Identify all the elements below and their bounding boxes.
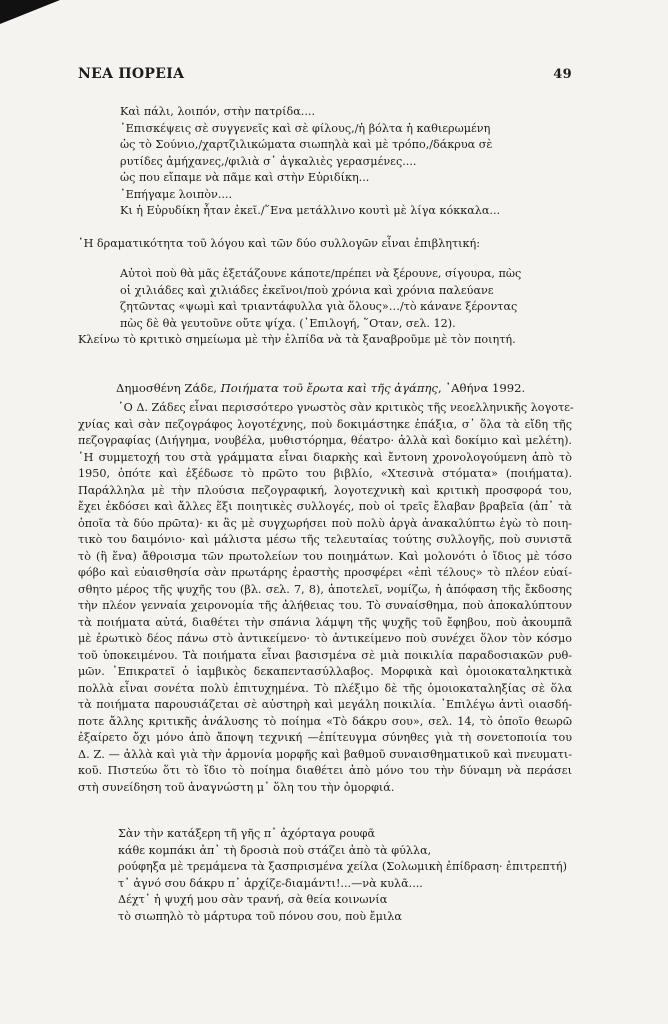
review-line: τοῦ ὑποκειμένου. Τὰ ποιήματα εἶναι βασισμένα σὲ μιὰ ποικιλία παραδοσιακῶν ρυθ- [78,648,572,662]
book-reference [116,380,525,397]
review-line: ῾Η συμμετοχή του στὰ γράμματα εἶναι διαρκὴς καὶ ἔντονη χρονολογούμενη ἀπὸ τὸ [78,450,572,464]
review-line: κοῦ. Πιστεύω ὅτι τὸ ἴδιο τὸ ποίημα διαθέτει ἀπὸ μόνο του τὴν δύναμη νὰ περάσει [78,764,572,777]
poem-line: Σὰν τὴν κατάξερη τῆ γῆς π᾽ ἀχόρταγα ρουφᾶ [118,827,376,840]
journal-title: ΝΕΑ ΠΟΡΕΙΑ [78,66,185,82]
book-place-year: , ᾿Αθήνα 1992. [437,381,526,395]
review-line: πολλὰ εἶναι σονέτα πολὺ ἐπιτυχημένα. Τὸ πλέξιμο δὲ τῆς ὁμοιοκαταληξίας σὲ ὅλα [78,681,572,695]
paragraph-closing [78,332,516,349]
paragraph-text: Κλείνω τὸ κριτικὸ σημείωμα μὲ τὴν ἐλπίδα νὰ τὰ ξαναβροῦμε μὲ τὸν ποιητή. [78,333,516,346]
review-line: φόβο καὶ εὐαισθησία σὰν πρωτάρης ἐραστὴς προσφέρει «ἐπὶ τέλους» τὸ πλέον εὐαί- [78,566,572,579]
review-line: ποτε ἄλλης κριτικῆς ἀνάλυσης τὸ ποίημα «Τὸ δάκρυ σου», σελ. 14, τὸ ὁποῖο θεωρῶ [78,714,572,728]
review-line: ὁποῖα τὰ δύο πρῶτα)· κι ἂς μὲ συγχωρήσει ποὺ πολὺ ἀργὰ ἀνακαλύπτω ἐγὼ τὸ ποιη- [78,516,572,530]
poem-line: κάθε κομπάκι ἀπ᾽ τὴ δροσιὰ ποὺ στάζει ἀπὸ τὰ φύλλα, [118,843,432,857]
review-line: τὴν πλέον γενναία χειρονομία τῆς ἀλήθειας του. Τὸ συναίσθημα, ποὺ ἀποκαλύπτουν [78,599,572,612]
poem-line: ᾿Επισκέψεις σὲ συγγενεῖς καὶ σὲ φίλους,/ἡ βόλτα ἡ καθιερωμένη [120,121,491,135]
page-number: 49 [553,67,572,82]
review-line: Δ. Ζ. — ἀλλὰ καὶ γιὰ τὴν ἁρμονία μορφῆς καὶ βαθμοῦ συναισθηματικοῦ καὶ πνευματι- [78,747,572,761]
review-line: τικὸ του δαιμόνιο· καὶ μάλιστα μέσω τῆς τελευταίας τούτης συλλογῆς, ποὺ συνιστᾶ [78,533,572,546]
review-line: μῶν. ᾿Επικρατεῖ ὁ ἰαμβικὸς δεκαπεντασύλλαβος. Μορφικὰ καὶ ὁμοιοκαταληκτικὰ [78,665,572,678]
review-line: μὲ ἐρωτικὸ δέος πάνω στὸ ἀντικείμενο· τὸ ἀντικείμενο ποὺ συνέχει ὅλον τὸν κόσμο [78,632,572,645]
review-line: σθητο μέρος τῆς ψυχῆς του (βλ. σελ. 7, 8), ἀποτελεῖ, νομίζω, ἡ ἀπόφαση τῆς ἔκδοσης [78,582,572,596]
paragraph-dramatic [78,236,480,253]
review-line: Παράλληλα μὲ τὴν πλούσια πεζογραφική, λογοτεχνικὴ καὶ κριτικὴ προσφορά του, [78,483,572,497]
poem-line: ὡς τὸ Σούνιο,/χαρτζιλικώματα σιωπηλὰ καὶ μὲ τρόπο,/δάκρυα σὲ [120,138,493,151]
quote-excerpt [120,266,521,332]
page-header [78,66,572,82]
quote-line: Αὐτοὶ ποὺ θὰ μᾶς ἐξετάζουνε κάποτε/πρέπει νὰ ξέρουνε, σίγουρα, πὼς [120,267,522,280]
review-line: στὴ συνείδηση τοῦ ἀναγνώστη μ᾽ ὅλη του τὴν ὀμορφιά. [78,780,395,794]
poem-line: Δέχτ᾽ ἡ ψυχή μου σὰν τρανή, σὰ θεία κοινωνία [118,893,388,906]
review-line: χνίας καὶ σὰν πεζογράφος λογοτέχνης, ποὺ δοκιμάστηκε ἐπάξια, σ᾽ ὅλα τὰ εἴδη τῆς [78,417,572,431]
poem-excerpt-1 [120,104,500,220]
review-line: ῾Ο Δ. Ζάδες εἶναι περισσότερο γνωστὸς σὰν κριτικὸς τῆς νεοελληνικῆς λογοτε- [118,401,574,414]
page-corner-mark [0,0,60,24]
review-line: πεζογραφίας (Διήγημα, νουβέλα, μυθιστόρημα, θέατρο· ἀλλὰ καὶ δοκίμιο καὶ μελέτη). [78,434,572,447]
review-line: τὰ ποιήματα αὐτά, διαθέτει τὴν σπάνια λάμψη τῆς ψυχῆς τοῦ ἔφηβου, ποὺ ἀκουμπᾶ [78,615,572,629]
review-line: τὰ ποιήματα παρουσιάζεται σὲ αὐστηρὴ καὶ μεγάλη ποικιλία. ᾿Επιλέγω ἀντὶ οιασδή- [78,698,572,711]
poem-line: Κι ἡ Εὐρυδίκη ἦταν ἐκεῖ./῞Ενα μετάλλινο κουτὶ μὲ λίγα κόκκαλα... [120,204,501,217]
quote-line: πὼς δὲ θὰ γευτοῦνε οὔτε ψίχα. (᾿Επιλογή, ῞Οταν, σελ. 12). [120,316,456,330]
quote-line: ζητῶντας «ψωμὶ καὶ τριαντάφυλλα γιὰ ὅλους»…/τὸ κάνανε ξέροντας [120,300,518,313]
quote-line: οἱ χιλιάδες καὶ χιλιάδες ἐκεῖνοι/ποὺ χρόνια καὶ χρόνια παλεύανε [120,283,494,297]
book-title: Ποιήματα τοῦ ἔρωτα καὶ τῆς ἀγάπης [220,381,438,395]
poem-line: τὸ σιωπηλὸ τὸ μάρτυρα τοῦ πόνου σου, ποὺ ἔμιλα [118,909,402,923]
review-line: ἐξαίρετο ὄχι μόνο ἀπὸ ἄποψη τεχνική —ἐπίτευγμα σύνηθες γιὰ τὴ σονετοποιία του [78,731,572,744]
poem-excerpt-3 [118,892,402,925]
review-line: ἔχει ἐκδόσει καὶ ἄλλες ἕξι ποιητικὲς συλλογές, ποὺ οἱ τρεῖς ἔλαβαν βραβεῖα (ἀπ᾽ τὰ [78,500,572,513]
poem-excerpt-2 [118,826,567,892]
paragraph-text: ῾Η δραματικότητα τοῦ λόγου καὶ τῶν δύο συλλογῶν εἶναι ἐπιβλητική: [78,237,481,250]
review-body [78,400,572,796]
poem-line: Καὶ πάλι, λοιπόν, στὴν πατρίδα.... [120,105,316,118]
poem-line: ρούφηξα μὲ τρεμάμενα τὰ ξασπρισμένα χείλα (Σολωμικὴ ἐπίδραση· ἐπιτρεπτή) [118,860,567,873]
poem-line: τ᾽ ἀγνό σου δάκρυ π᾽ ἀρχίζε-διαμάντι!...—νὰ κυλᾶ.... [118,876,423,890]
poem-line: ρυτίδες ἀμήχανες,/φιλιὰ σ᾽ ἀγκαλιὲς γερασμένες.... [120,154,417,168]
book-author: Δημοσθένη Ζάδε, [116,381,221,395]
review-line: 1950, ὁπότε καὶ ἐξέδωσε τὸ πρῶτο του βιβλίο, «Χτεσινὰ στόματα» (ποιήματα). [78,467,572,480]
poem-line: ᾿Επήγαμε λοιπὸν.... [120,187,233,201]
review-line: τὸ (ἢ ἕνα) ἄθροισμα τῶν πρωτολείων του ποιημάτων. Καὶ μολονότι ὁ ἴδιος μὲ τόσο [78,549,572,563]
poem-line: ὡς που εἴπαμε νὰ πᾶμε καὶ στὴν Εὐριδίκη... [120,171,370,184]
